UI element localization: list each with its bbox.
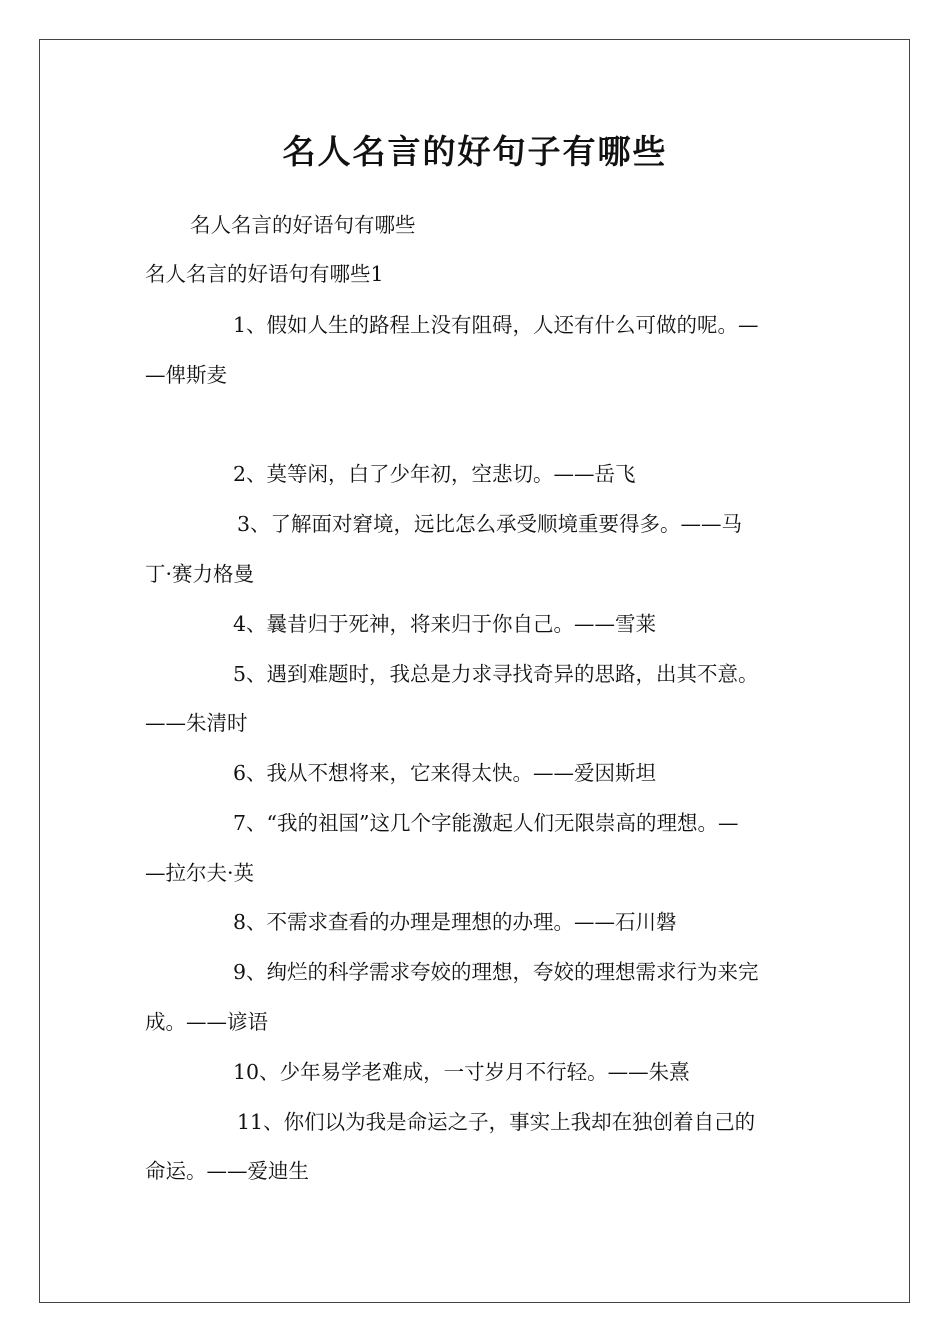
quote-8-line-1: 8、不需求查看的办理是理想的办理。——石川磐 — [233, 910, 677, 934]
quote-11-line-1: 11、你们以为我是命运之子，事实上我却在独创着自己的 — [237, 1110, 756, 1134]
quote-3-line-2: 丁·赛力格曼 — [145, 562, 255, 586]
quote-5-line-2: ——朱清时 — [145, 711, 248, 735]
quote-1-line-2: —俾斯麦 — [145, 363, 227, 387]
subtitle: 名人名言的好语句有哪些 — [190, 213, 416, 237]
quote-9-line-2: 成。——谚语 — [145, 1010, 268, 1034]
quote-7-line-2: —拉尔夫·英 — [145, 861, 255, 885]
quote-1-line-1: 1、假如人生的路程上没有阻碍，人还有什么可做的呢。— — [233, 313, 759, 337]
quote-3-line-1: 3、了解面对窘境，远比怎么承受顺境重要得多。——马 — [237, 512, 743, 536]
quote-11-line-2: 命运。——爱迪生 — [145, 1159, 309, 1183]
quote-9-line-1: 9、绚烂的科学需求夸姣的理想，夸姣的理想需求行为来完 — [233, 960, 759, 984]
quote-6-line-1: 6、我从不想将来，它来得太快。——爱因斯坦 — [233, 761, 657, 785]
section-heading: 名人名言的好语句有哪些1 — [145, 262, 384, 286]
quote-7-line-1: 7、“我的祖国”这几个字能激起人们无限崇高的理想。— — [233, 811, 739, 835]
quote-5-line-1: 5、遇到难题时，我总是力求寻找奇异的思路，出其不意。 — [233, 662, 759, 686]
page-title: 名人名言的好句子有哪些 — [282, 132, 668, 171]
quote-4-line-1: 4、曩昔归于死神，将来归于你自己。——雪莱 — [233, 612, 657, 636]
quote-2-line-1: 2、莫等闲，白了少年初，空悲切。——岳飞 — [233, 462, 636, 486]
quote-10-line-1: 10、少年易学老难成，一寸岁月不行轻。——朱熹 — [233, 1060, 690, 1084]
